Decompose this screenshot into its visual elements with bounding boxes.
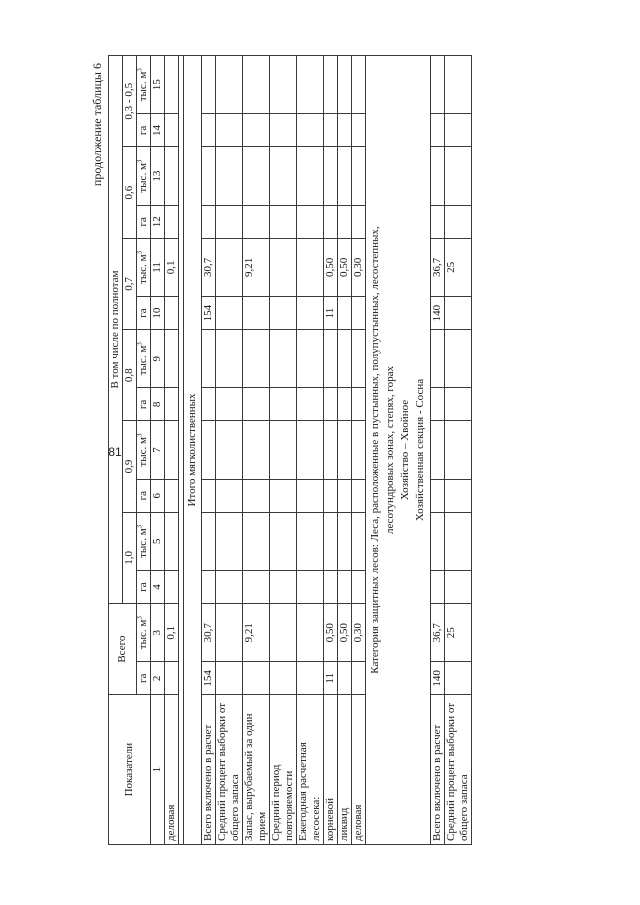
density-0-7-m3-cell: 0,1 <box>165 238 179 296</box>
unit-m3: тыс. $м^3$ <box>137 238 151 296</box>
unit-ha: га <box>137 388 151 421</box>
total-ha-cell <box>243 662 270 695</box>
column-number: 5 <box>151 512 165 570</box>
column-number: 4 <box>151 571 165 604</box>
density-0-7-ha-cell <box>216 297 243 330</box>
total-m3-cell: 0,50 <box>338 604 352 662</box>
density-0-7-ha-cell <box>352 297 366 330</box>
row-label: деловая <box>165 695 179 845</box>
page-number: 81 <box>108 445 122 459</box>
total-m3-cell: 0,50 <box>324 604 338 662</box>
header-indicators: Показатели <box>109 695 151 845</box>
total-ha-cell: 11 <box>324 662 338 695</box>
continuation-caption: продолжение таблицы 6 <box>90 63 104 187</box>
unit-m3: тыс. $м^3$ <box>137 604 151 662</box>
density-0-7-m3-cell <box>216 238 243 296</box>
density-0-7-m3-cell: 25 <box>445 238 472 296</box>
total-m3-cell: 0,30 <box>352 604 366 662</box>
header-density-1-0: 1,0 <box>123 512 137 603</box>
header-density-0-9: 0,9 <box>123 421 137 512</box>
column-number: 7 <box>151 421 165 479</box>
table-row <box>324 56 338 845</box>
total-ha-cell <box>297 662 324 695</box>
total-m3-cell: 30,7 <box>202 604 216 662</box>
column-number: 11 <box>151 238 165 296</box>
unit-m3: тыс. $м^3$ <box>137 512 151 570</box>
total-ha-cell: 140 <box>431 662 445 695</box>
row-label: Запас, вырубаемый за один прием <box>243 695 270 845</box>
density-0-7-ha-cell <box>338 297 352 330</box>
unit-ha: га <box>137 479 151 512</box>
unit-ha: га <box>137 114 151 147</box>
total-ha-cell <box>338 662 352 695</box>
total-ha-cell <box>445 662 472 695</box>
column-number: 12 <box>151 205 165 238</box>
density-0-7-m3-cell: 0,30 <box>352 238 366 296</box>
unit-m3: тыс. $м^3$ <box>137 421 151 479</box>
row-label: деловая <box>352 695 366 845</box>
header-density-0-6: 0,6 <box>123 147 137 238</box>
header-density-0-7: 0,7 <box>123 238 137 329</box>
header-total: Всего <box>109 604 137 695</box>
density-0-7-m3-cell <box>270 238 297 296</box>
column-number-row <box>151 56 165 845</box>
category-line: Хозяйственная секция - Сосна <box>414 378 426 522</box>
unit-ha: га <box>137 297 151 330</box>
column-number: 14 <box>151 114 165 147</box>
table-row-top-delovaya <box>165 56 179 845</box>
table-row <box>445 56 472 845</box>
density-0-7-ha-cell: 11 <box>324 297 338 330</box>
unit-ha: га <box>137 205 151 238</box>
column-number: 9 <box>151 330 165 388</box>
column-number: 2 <box>151 662 165 695</box>
total-m3-cell: 25 <box>445 604 472 662</box>
total-m3-cell <box>216 604 243 662</box>
row-label: Ежегодная расчетная лесосека: <box>297 695 324 845</box>
category-line: Хозяйство – Хвойное <box>399 399 411 501</box>
section-title-row <box>184 56 202 845</box>
column-number: 15 <box>151 56 165 114</box>
unit-m3: тыс. $м^3$ <box>137 56 151 114</box>
total-ha-cell <box>270 662 297 695</box>
total-m3-cell: 9,21 <box>243 604 270 662</box>
total-m3-cell: 0,1 <box>165 604 179 662</box>
total-ha-cell: 154 <box>202 662 216 695</box>
category-line: лесотундровых зонах, степях, горах <box>384 365 396 535</box>
total-m3-cell <box>297 604 324 662</box>
table-row <box>216 56 243 845</box>
category-line: Категория защитных лесов: Леса, расположенные в пустынных, полупустынных, лесостепных, <box>369 226 381 674</box>
unit-m3: тыс. $м^3$ <box>137 147 151 205</box>
column-number: 13 <box>151 147 165 205</box>
density-0-7-m3-cell: 30,7 <box>202 238 216 296</box>
density-0-7-ha-cell <box>445 297 472 330</box>
table-row <box>270 56 297 845</box>
row-label: Всего включено в расчет <box>431 695 445 845</box>
header-by-density: В том числе по полнотам <box>109 56 123 604</box>
density-0-7-m3-cell: 36,7 <box>431 238 445 296</box>
row-label: Средний процент выборки от общего запаса <box>445 695 472 845</box>
row-label: ликвид <box>338 695 352 845</box>
column-number: 1 <box>151 695 165 845</box>
density-0-7-m3-cell: 9,21 <box>243 238 270 296</box>
density-0-7-ha-cell <box>270 297 297 330</box>
section2-rows <box>431 56 472 845</box>
table-6 <box>108 55 472 845</box>
density-0-7-ha-cell <box>297 297 324 330</box>
total-m3-cell <box>270 604 297 662</box>
section-title: Итого мягколиственных <box>184 56 202 845</box>
header-density-0-8: 0,8 <box>123 330 137 421</box>
column-number: 3 <box>151 604 165 662</box>
column-number: 6 <box>151 479 165 512</box>
unit-ha: га <box>137 662 151 695</box>
density-0-7-ha-cell <box>243 297 270 330</box>
table-row <box>338 56 352 845</box>
density-0-7-ha-cell: 140 <box>431 297 445 330</box>
unit-ha: га <box>137 571 151 604</box>
column-number: 8 <box>151 388 165 421</box>
density-0-7-m3-cell: 0,50 <box>324 238 338 296</box>
header-density-0-3-0-5: 0,3 - 0,5 <box>123 56 137 147</box>
table-row <box>202 56 216 845</box>
row-label: корневой <box>324 695 338 845</box>
column-number: 10 <box>151 297 165 330</box>
total-ha-cell <box>352 662 366 695</box>
category-caption <box>366 56 431 845</box>
table-row <box>352 56 366 845</box>
total-ha-cell <box>216 662 243 695</box>
unit-m3: тыс. $м^3$ <box>137 330 151 388</box>
row-label: Всего включено в расчет <box>202 695 216 845</box>
table-row <box>297 56 324 845</box>
table-row <box>243 56 270 845</box>
total-m3-cell: 36,7 <box>431 604 445 662</box>
rotated-table-page <box>90 55 610 845</box>
category-block <box>366 56 431 845</box>
table-row <box>431 56 445 845</box>
section1-rows <box>202 56 366 845</box>
density-0-7-m3-cell: 0,50 <box>338 238 352 296</box>
row-label: Средний процент выборки от общего запаса <box>216 695 243 845</box>
density-0-7-ha-cell: 154 <box>202 297 216 330</box>
density-0-7-m3-cell <box>297 238 324 296</box>
row-label: Средний период повторяемости <box>270 695 297 845</box>
